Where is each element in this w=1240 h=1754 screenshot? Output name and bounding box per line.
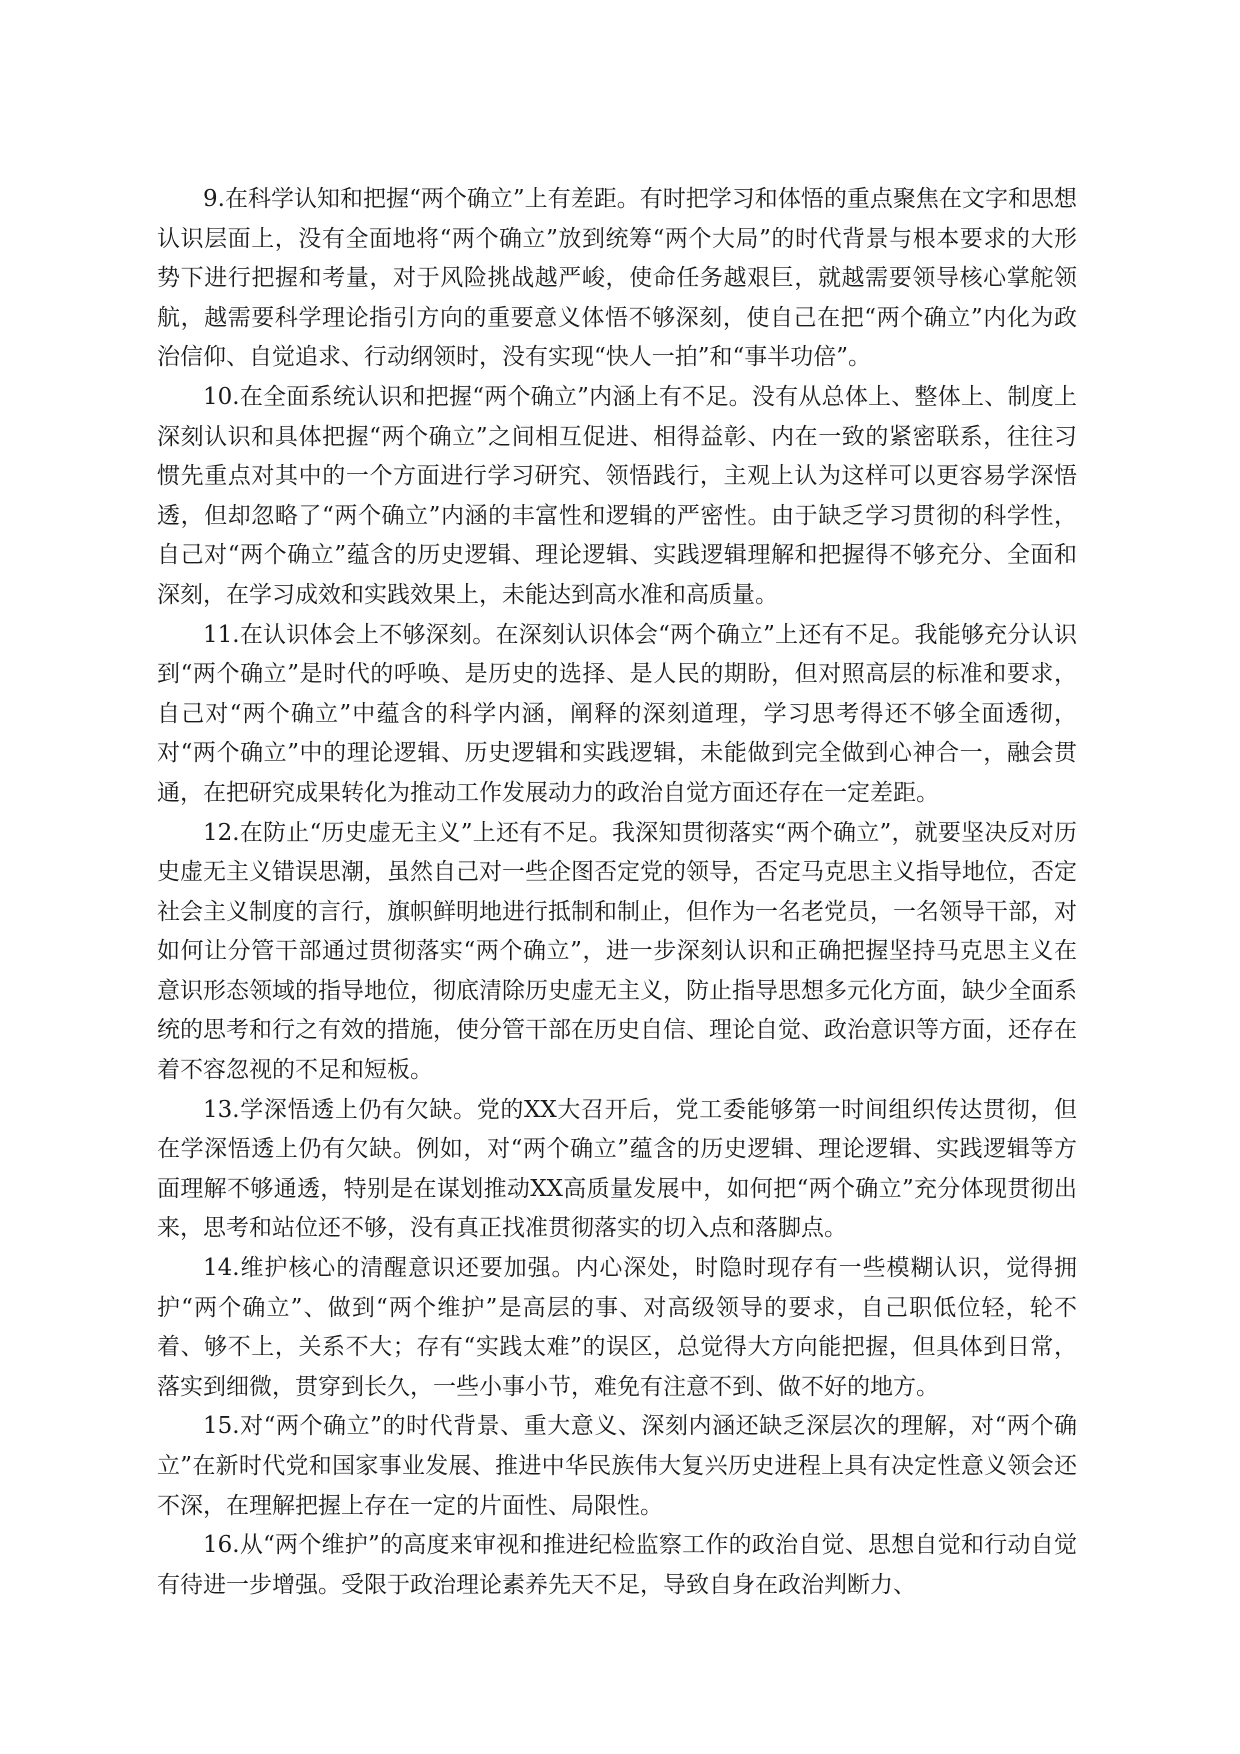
paragraph-13: 13.学深悟透上仍有欠缺。党的XX大召开后，党工委能够第一时间组织传达贯彻，但在学深悟透上仍有欠缺。例如，对“两个确立”蕴含的历史逻辑、理论逻辑、实践逻辑等方面理解不够通透，特别是在谋划推动XX高质量发展中，如何把“两个确立”充分体现贯彻出来，思考和站位还不够，没有真正找准贯彻落实的切入点和落脚点。 [157, 1096, 1077, 1242]
paragraph-14: 14.维护核心的清醒意识还要加强。内心深处，时隐时现存有一些模糊认识，觉得拥护“两个确立”、做到“两个维护”是高层的事、对高级领导的要求，自己职低位轻，轮不着、够不上，关系不大；存有“实践太难”的误区，总觉得大方向能把握，但具体到日常，落实到细微，贯穿到长久，一些小事小节，难免有注意不到、做不好的地方。 [157, 1255, 1077, 1400]
paragraph-12: 12.在防止“历史虚无主义”上还有不足。我深知贯彻落实“两个确立”，就要坚决反对历史虚无主义错误思潮，虽然自己对一些企图否定党的领导，否定马克思主义指导地位，否定社会主义制度的言行，旗帜鲜明地进行抵制和制止，但作为一名老党员，一名领导干部，对如何让分管干部通过贯彻落实“两个确立”，进一步深刻认识和正确把握坚持马克思主义在意识形态领域的指导地位，彻底清除历史虚无主义，防止指导思想多元化方面，缺少全面系统的思考和行之有效的措施，使分管干部在历史自信、理论自觉、政治意识等方面，还存在着不容忽视的不足和短板。 [157, 819, 1077, 1084]
paragraph-10: 10.在全面系统认识和把握“两个确立”内涵上有不足。没有从总体上、整体上、制度上深刻认识和具体把握“两个确立”之间相互促进、相得益彰、内在一致的紧密联系，往往习惯先重点对其中的一个方面进行学习研究、领悟践行，主观上认为这样可以更容易学深悟透，但却忽略了“两个确立”内涵的丰富性和逻辑的严密性。由于缺乏学习贯彻的科学性，自己对“两个确立”蕴含的历史逻辑、理论逻辑、实践逻辑理解和把握得不够充分、全面和深刻，在学习成效和实践效果上，未能达到高水准和高质量。 [157, 383, 1077, 608]
document-body [157, 180, 1077, 1605]
paragraph-15: 15.对“两个确立”的时代背景、重大意义、深刻内涵还缺乏深层次的理解，对“两个确立”在新时代党和国家事业发展、推进中华民族伟大复兴历史进程上具有决定性意义领会还不深，在理解把握上存在一定的片面性、局限性。 [157, 1413, 1077, 1519]
paragraph-11: 11.在认识体会上不够深刻。在深刻认识体会“两个确立”上还有不足。我能够充分认识到“两个确立”是时代的呼唤、是历史的选择、是人民的期盼，但对照高层的标准和要求，自己对“两个确立”中蕴含的科学内涵，阐释的深刻道理，学习思考得还不够全面透彻，对“两个确立”中的理论逻辑、历史逻辑和实践逻辑，未能做到完全做到心神合一，融会贯通，在把研究成果转化为推动工作发展动力的政治自觉方面还存在一定差距。 [157, 621, 1077, 806]
paragraph-9: 9.在科学认知和把握“两个确立”上有差距。有时把学习和体悟的重点聚焦在文字和思想认识层面上，没有全面地将“两个确立”放到统筹“两个大局”的时代背景与根本要求的大形势下进行把握和考量，对于风险挑战越严峻，使命任务越艰巨，就越需要领导核心掌舵领航，越需要科学理论指引方向的重要意义体悟不够深刻，使自己在把“两个确立”内化为政治信仰、自觉追求、行动纲领时，没有实现“快人一拍”和“事半功倍”。 [157, 186, 1077, 371]
paragraph-16: 16.从“两个维护”的高度来审视和推进纪检监察工作的政治自觉、思想自觉和行动自觉有待进一步增强。受限于政治理论素养先天不足，导致自身在政治判断力、 [157, 1532, 1077, 1598]
